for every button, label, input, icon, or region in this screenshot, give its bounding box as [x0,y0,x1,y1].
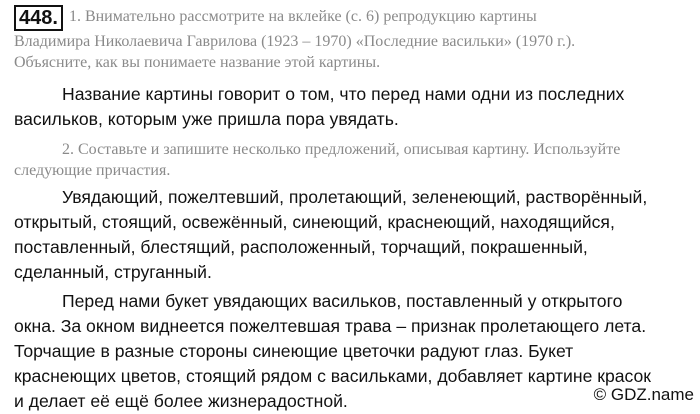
answer-1 [14,82,624,132]
answer-1-line: васильков, которым уже пришла пора увядать. [14,109,399,129]
participles-line: Увядающий, пожелтевший, пролетающий, зеленеющий, растворённый, [62,187,648,207]
participles-list [14,185,647,285]
paragraph-line: краснеющих цветов, стоящий рядом с васильками, добавляет картине красок [14,366,651,386]
task-2-line: 2. Составьте и запишите несколько предложений, описывая картину. Используйте [62,141,621,158]
site-watermark: © GDZ.name [593,385,694,404]
participles-line: поставленный, блестящий, расположенный, торчащий, покрашенный, [14,237,588,257]
participles-line: сделанный, струганный. [14,262,212,282]
paragraph-line: и делает её ещё более жизнерадостной. [14,391,348,411]
paragraph-line: окна. За окном виднеется пожелтевшая трава – признак пролетающего лета. [14,316,647,336]
task-2-line: следующие причастия. [14,162,171,179]
task-1-text: 1. Внимательно рассмотрите на вклейке (с. 6) репродукцию картины [68,8,537,25]
participles-line: открытый, стоящий, освежённый, синеющий, краснеющий, находящийся, [14,212,615,232]
answer-1-line: Название картины говорит о том, что перед нами одни из последних [62,84,625,104]
exercise-number: 448. [14,5,63,31]
description-paragraph [14,289,651,414]
paragraph-line: Торчащие в разные стороны синеющие цветочки радуют глаз. Букет [14,341,574,361]
task-2 [14,139,620,181]
paragraph-line: Перед нами букет увядающих васильков, поставленный у открытого [62,291,623,311]
task-1-line: Объясните, как вы понимаете название этой картины. [14,54,381,71]
task-1-line: Владимира Николаевича Гаврилова (1923 – 1970) «Последние васильки» (1970 г.). [14,33,576,50]
task-1 [14,5,575,73]
task-1-line [14,5,575,31]
